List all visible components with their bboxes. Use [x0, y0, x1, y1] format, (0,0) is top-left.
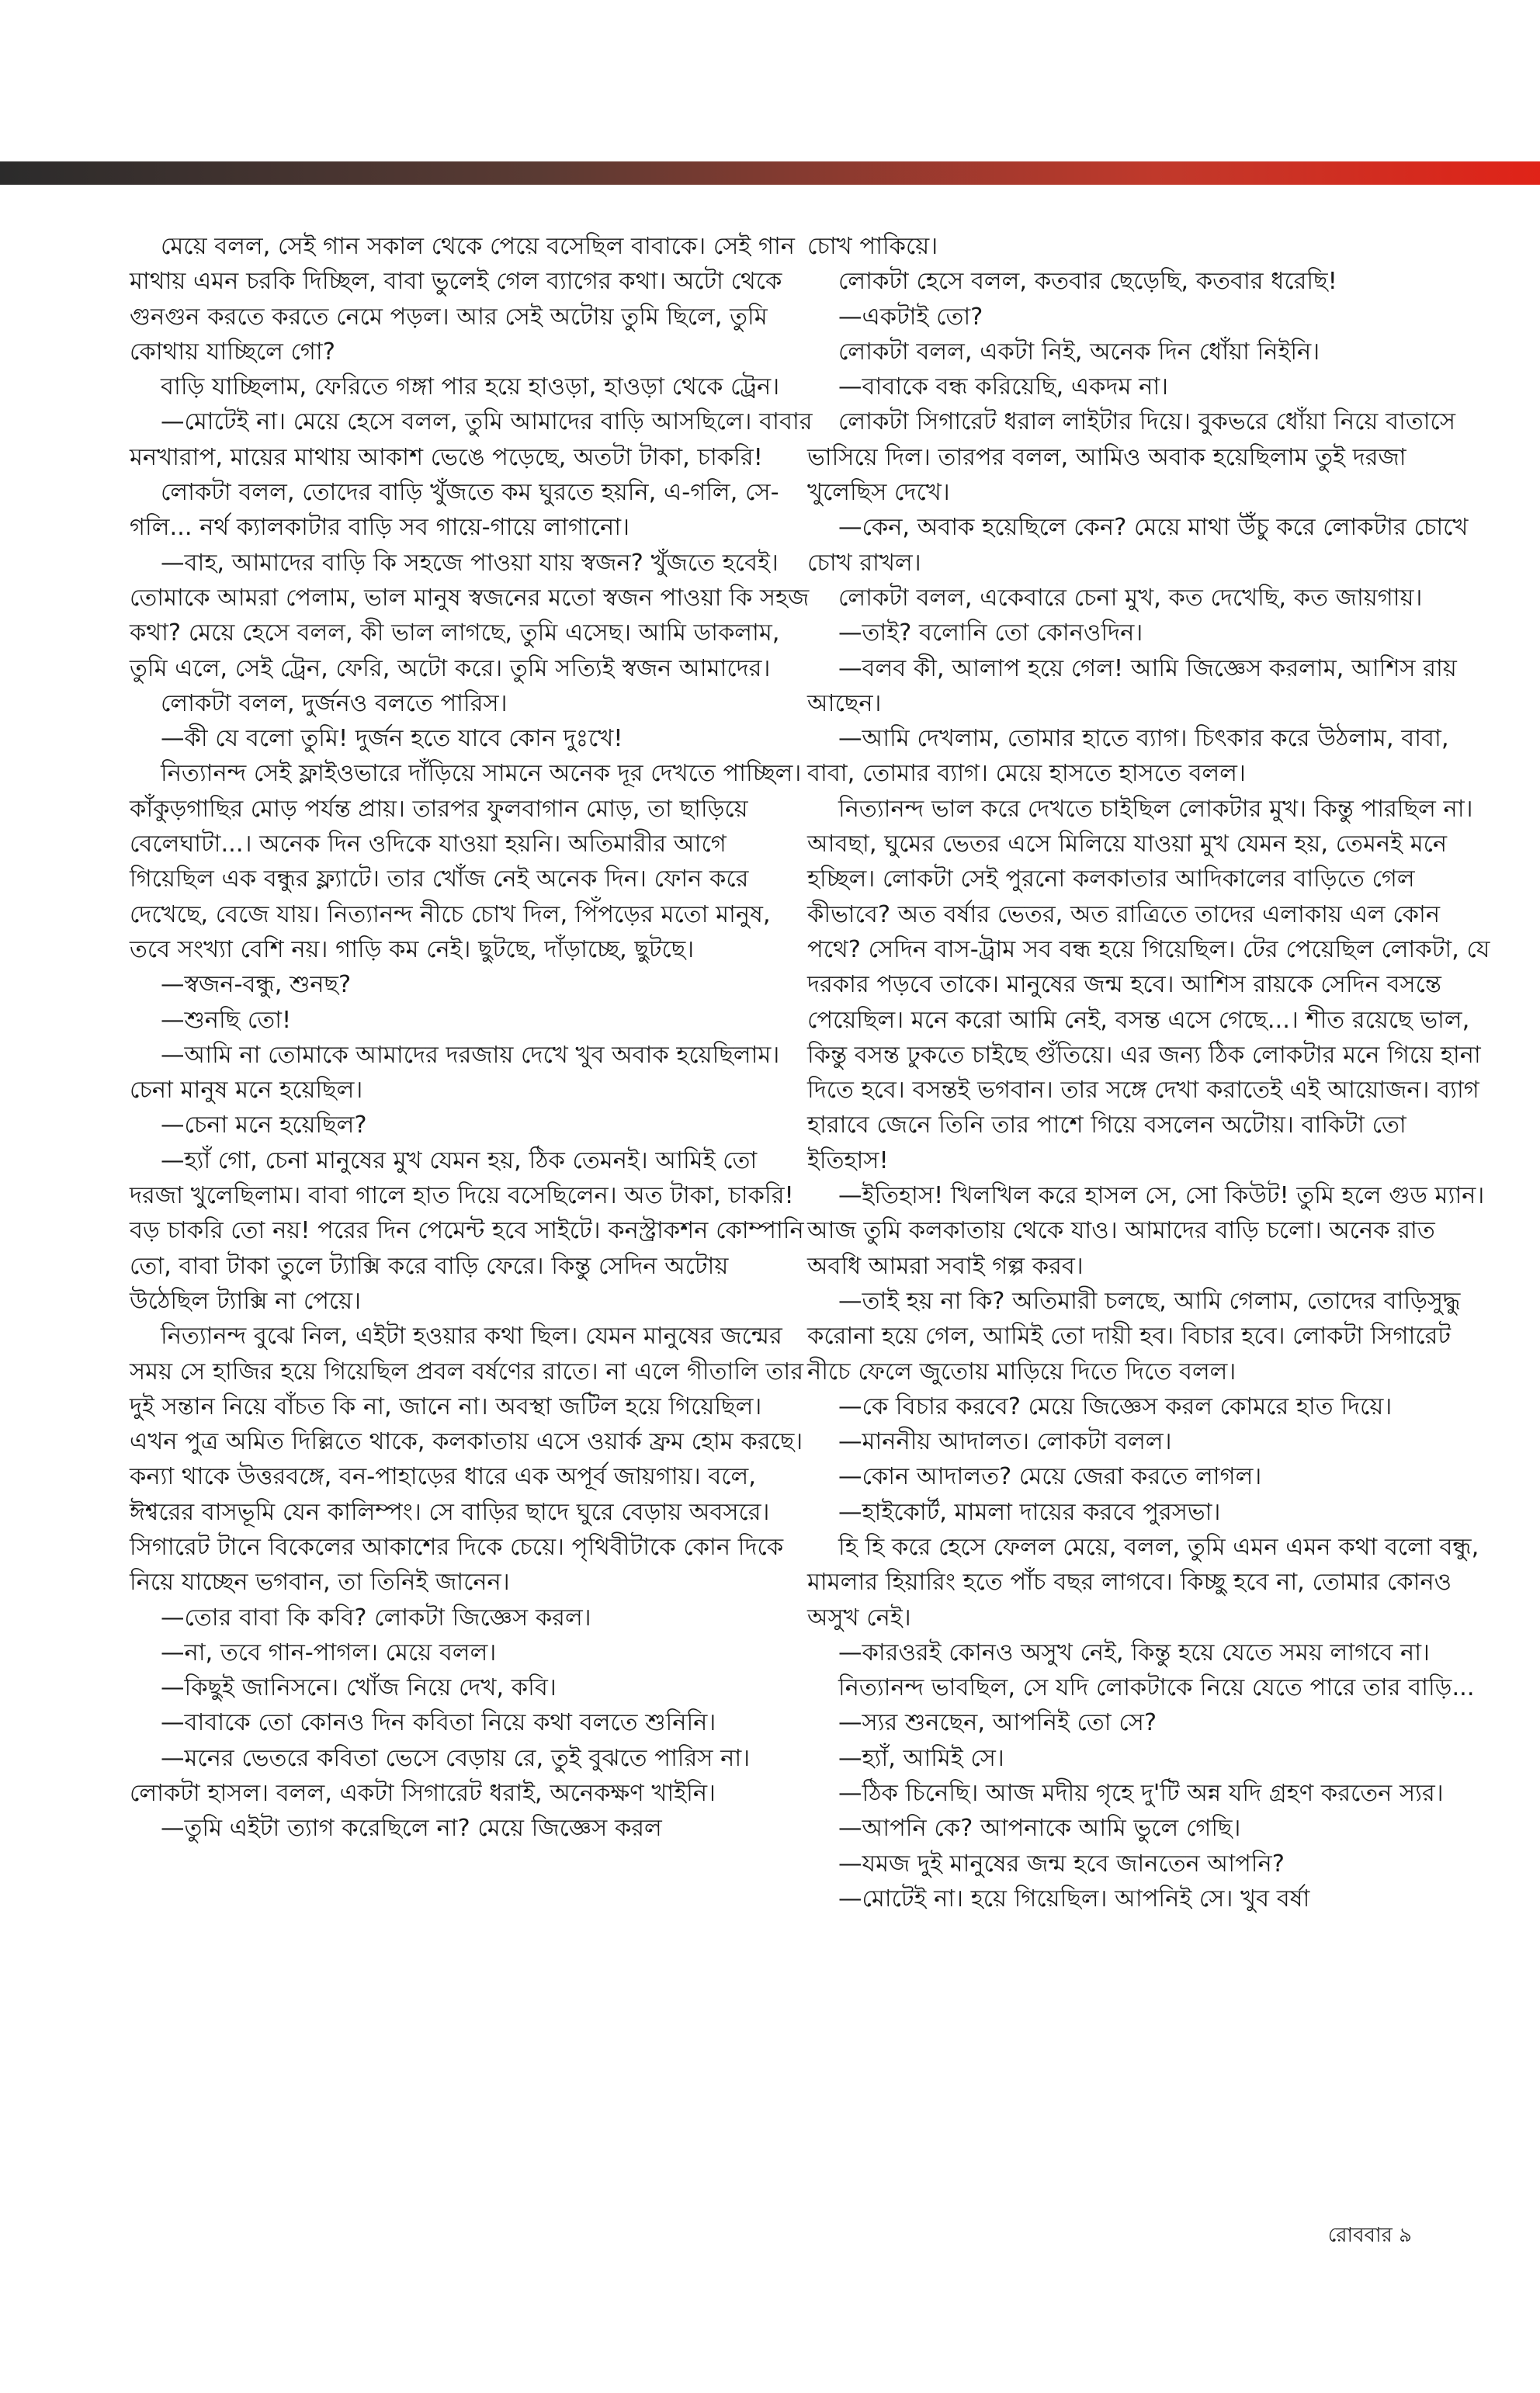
paragraph: —চেনা মনে হয়েছিল?	[161, 1112, 367, 1139]
paragraph: —স্যর শুনছেন, আপনিই তো সে?	[838, 1709, 1157, 1737]
paragraph: —তোর বাবা কি কবি? লোকটা জিজ্ঞেস করল।	[161, 1604, 591, 1632]
paragraph: লোকটা বলল, তোদের বাড়ি খুঁজতে কম ঘুরতে হয়নি, এ-গলি, সে-গলি... নর্থ ক্যালকাটার বাড়ি সব গায়ে-গায়ে লাগানো।	[130, 479, 779, 542]
paragraph: লোকটা সিগারেট ধরাল লাইটার দিয়ে। বুকভরে ধোঁয়া নিয়ে বাতাসে ভাসিয়ে দিল। তারপর বলল, আমিও অবাক হয়েছিলাম তুই দরজা খুলেছিস দেখে।	[807, 408, 1455, 507]
paragraph: —শুনছি তো!	[161, 1006, 292, 1034]
paragraph: চোখ পাকিয়ে।	[807, 233, 938, 260]
paragraph: —আপনি কে? আপনাকে আমি ভুলে গেছি।	[838, 1815, 1241, 1843]
paragraph: —বাহ, আমাদের বাড়ি কি সহজে পাওয়া যায় স্বজন? খুঁজতে হবেই। তোমাকে আমরা পেলাম, ভাল মানুষ স্বজনের মতো স্বজন পাওয়া কি সহজ কথা? মেয়ে হেসে বলল, কী ভাল লাগছে, তুমি এসেছ। আমি ডাকলাম, তুমি এলে, সেই ট্রেন, ফেরি, অটো করে। তুমি সত্যিই স্বজন আমাদের।	[130, 549, 810, 682]
paragraph: —কারওরই কোনও অসুখ নেই, কিন্তু হয়ে যেতে সময় লাগবে না।	[838, 1639, 1430, 1666]
paragraph: —যমজ দুই মানুষের জন্ম হবে জানতেন আপনি?	[838, 1850, 1285, 1878]
left-text-column	[130, 229, 813, 1847]
paragraph: —মোটেই না। হয়ে গিয়েছিল। আপনিই সে। খুব বর্ষা	[838, 1885, 1310, 1913]
paragraph: —কেন, অবাক হয়েছিলে কেন? মেয়ে মাথা উঁচু করে লোকটার চোখে চোখ রাখল।	[807, 514, 1469, 577]
paragraph: —হ্যাঁ, আমিই সে।	[838, 1744, 1004, 1772]
paragraph: লোকটা বলল, একটা নিই, অনেক দিন ধোঁয়া নিইনি।	[838, 338, 1320, 366]
paragraph: —তুমি এইটা ত্যাগ করেছিলে না? মেয়ে জিজ্ঞেস করল	[161, 1815, 662, 1843]
paragraph: লোকটা বলল, একেবারে চেনা মুখ, কত দেখেছি, কত জায়গায়।	[838, 584, 1423, 612]
paragraph: বাড়ি যাচ্ছিলাম, ফেরিতে গঙ্গা পার হয়ে হাওড়া, হাওড়া থেকে ট্রেন।	[161, 373, 780, 401]
paragraph: মেয়ে বলল, সেই গান সকাল থেকে পেয়ে বসেছিল বাবাকে। সেই গান মাথায় এমন চরকি দিচ্ছিল, বাবা ভুলেই গেল ব্যাগের কথা। অটো থেকে গুনগুন করতে করতে নেমে পড়ল। আর সেই অটোয় তুমি ছিলে, তুমি কোথায় যাচ্ছিলে গো?	[130, 233, 795, 366]
paragraph: —না, তবে গান-পাগল। মেয়ে বলল।	[161, 1639, 497, 1666]
paragraph: —স্বজন-বন্ধু, শুনছ?	[161, 971, 352, 999]
paragraph: —বাবাকে বন্ধ করিয়েছি, একদম না।	[838, 373, 1169, 401]
paragraph: —ইতিহাস! খিলখিল করে হাসল সে, সো কিউট! তুমি হলে গুড ম্যান। আজ তুমি কলকাতায় থেকে যাও। আমাদের বাড়ি চলো। অনেক রাত অবধি আমরা সবাই গল্প করব।	[807, 1182, 1485, 1280]
paragraph: —আমি না তোমাকে আমাদের দরজায় দেখে খুব অবাক হয়েছিলাম। চেনা মানুষ মনে হয়েছিল।	[130, 1041, 780, 1105]
paragraph: নিত্যানন্দ সেই ফ্লাইওভারে দাঁড়িয়ে সামনে অনেক দূর দেখতে পাচ্ছিল। কাঁকুড়গাছির মোড় পর্যন্ত প্রায়। তারপর ফুলবাগান মোড়, তা ছাড়িয়ে বেলেঘাটা...। অনেক দিন ওদিকে যাওয়া হয়নি। অতিমারীর আগে গিয়েছিল এক বন্ধুর ফ্ল্যাটে। তার খোঁজ নেই অনেক দিন। ফোন করে দেখেছে, বেজে যায়। নিত্যানন্দ নীচে চোখ দিল, পিঁপড়ের মতো মানুষ, তবে সংখ্যা বেশি নয়। গাড়ি কম নেই। ছুটছে, দাঁড়াচ্ছে, ছুটছে।	[130, 760, 802, 963]
header-gradient-bar	[0, 161, 1540, 185]
paragraph: —একটাই তো?	[838, 303, 983, 331]
paragraph: —ঠিক চিনেছি। আজ মদীয় গৃহে দু'টি অন্ন যদি গ্রহণ করতেন স্যর।	[838, 1780, 1444, 1808]
paragraph: নিত্যানন্দ বুঝে নিল, এইটা হওয়ার কথা ছিল। যেমন মানুষের জন্মের সময় সে হাজির হয়ে গিয়েছিল প্রবল বর্ষণের রাতে। না এলে গীতালি তার দুই সন্তান নিয়ে বাঁচত কি না, জানে না। অবস্থা জটিল হয়ে গিয়েছিল। এখন পুত্র অমিত দিল্লিতে থাকে, কলকাতায় এসে ওয়ার্ক ফ্রম হোম করছে। কন্যা থাকে উত্তরবঙ্গে, বন-পাহাড়ের ধারে এক অপূর্ব জায়গায়। বলে, ঈশ্বরের বাসভূমি যেন কালিম্পং। সে বাড়ির ছাদে ঘুরে বেড়ায় অবসরে। সিগারেট টানে বিকেলের আকাশের দিকে চেয়ে। পৃথিবীটাকে কোন দিকে নিয়ে যাচ্ছেন ভগবান, তা তিনিই জানেন।	[130, 1323, 804, 1597]
paragraph: —কিছুই জানিসনে। খোঁজ নিয়ে দেখ, কবি।	[161, 1674, 557, 1702]
paragraph: —হাইকোর্ট, মামলা দায়ের করবে পুরসভা।	[838, 1498, 1221, 1526]
paragraph: —হ্যাঁ গো, চেনা মানুষের মুখ যেমন হয়, ঠিক তেমনই। আমিই তো দরজা খুলেছিলাম। বাবা গালে হাত দিয়ে বসেছিলেন। অত টাকা, চাকরি! বড় চাকরি তো নয়! পরের দিন পেমেন্ট হবে সাইটে। কনস্ট্রাকশন কোম্পানি তো, বাবা টাকা তুলে ট্যাক্সি করে বাড়ি ফেরে। কিন্তু সেদিন অটোয় উঠেছিল ট্যাক্সি না পেয়ে।	[130, 1146, 804, 1315]
paragraph: —কোন আদালত? মেয়ে জেরা করতে লাগল।	[838, 1463, 1262, 1491]
paragraph: নিত্যানন্দ ভাবছিল, সে যদি লোকটাকে নিয়ে যেতে পারে তার বাড়ি...	[838, 1674, 1475, 1702]
paragraph: —মনের ভেতরে কবিতা ভেসে বেড়ায় রে, তুই বুঝতে পারিস না। লোকটা হাসল। বলল, একটা সিগারেট ধরাই, অনেকক্ষণ খাইনি।	[130, 1744, 751, 1808]
paragraph: —বলব কী, আলাপ হয়ে গেল! আমি জিজ্ঞেস করলাম, আশিস রায় আছেন।	[807, 654, 1457, 717]
paragraph: —কী যে বলো তুমি! দুর্জন হতে যাবে কোন দুঃখে!	[161, 725, 623, 753]
paragraph: লোকটা বলল, দুর্জনও বলতে পারিস।	[161, 689, 508, 717]
paragraph: লোকটা হেসে বলল, কতবার ছেড়েছি, কতবার ধরেছি!	[838, 268, 1337, 296]
paragraph: —তাই হয় না কি? অতিমারী চলছে, আমি গেলাম, তোদের বাড়িসুদ্ধু করোনা হয়ে গেল, আমিই তো দায়ী হব। বিচার হবে। লোকটা সিগারেট নীচে ফেলে জুতোয় মাড়িয়ে দিতে দিতে বলল।	[807, 1287, 1461, 1386]
paragraph: হি হি করে হেসে ফেলল মেয়ে, বলল, তুমি এমন এমন কথা বলো বন্ধু, মামলার হিয়ারিং হতে পাঁচ বছর লাগবে। কিচ্ছু হবে না, তোমার কোনও অসুখ নেই।	[807, 1533, 1479, 1632]
paragraph: —মাননীয় আদালত। লোকটা বলল।	[838, 1428, 1172, 1456]
paragraph: —আমি দেখলাম, তোমার হাতে ব্যাগ। চিৎকার করে উঠলাম, বাবা, বাবা, তোমার ব্যাগ। মেয়ে হাসতে হাসতে বলল।	[807, 725, 1449, 788]
paragraph: নিত্যানন্দ ভাল করে দেখতে চাইছিল লোকটার মুখ। কিন্তু পারছিল না। আবছা, ঘুমের ভেতর এসে মিলিয়ে যাওয়া মুখ যেমন হয়, তেমনই মনে হচ্ছিল। লোকটা সেই পুরনো কলকাতার আদিকালের বাড়িতে গেল কীভাবে? অত বর্ষার ভেতর, অত রাত্রিতে তাদের এলাকায় এল কোন পথে? সেদিন বাস-ট্রাম সব বন্ধ হয়ে গিয়েছিল। টের পেয়েছিল লোকটা, যে দরকার পড়বে তাকে। মানুষের জন্ম হবে। আশিস রায়কে সেদিন বসন্তে পেয়েছিল। মনে করো আমি নেই, বসন্ত এসে গেছে...। শীত রয়েছে ভাল, কিন্তু বসন্ত ঢুকতে চাইছে গুঁতিয়ে। এর জন্য ঠিক লোকটার মনে গিয়ে হানা দিতে হবে। বসন্তই ভগবান। তার সঙ্গে দেখা করাতেই এই আয়োজন। ব্যাগ হারাবে জেনে তিনি তার পাশে গিয়ে বসলেন অটোয়। বাকিটা তো ইতিহাস!	[807, 795, 1490, 1174]
paragraph: —তাই? বলোনি তো কোনওদিন।	[838, 619, 1143, 647]
paragraph: —কে বিচার করবে? মেয়ে জিজ্ঞেস করল কোমরে হাত দিয়ে।	[838, 1392, 1393, 1420]
paragraph: —মোটেই না। মেয়ে হেসে বলল, তুমি আমাদের বাড়ি আসছিলে। বাবার মনখারাপ, মায়ের মাথায় আকাশ ভেঙে পড়েছে, অতটা টাকা, চাকরি!	[130, 408, 813, 471]
paragraph: —বাবাকে তো কোনও দিন কবিতা নিয়ে কথা বলতে শুনিনি।	[161, 1709, 716, 1737]
page-footer-label: রোববার ৯	[1327, 2224, 1412, 2247]
right-text-column	[807, 229, 1490, 1916]
